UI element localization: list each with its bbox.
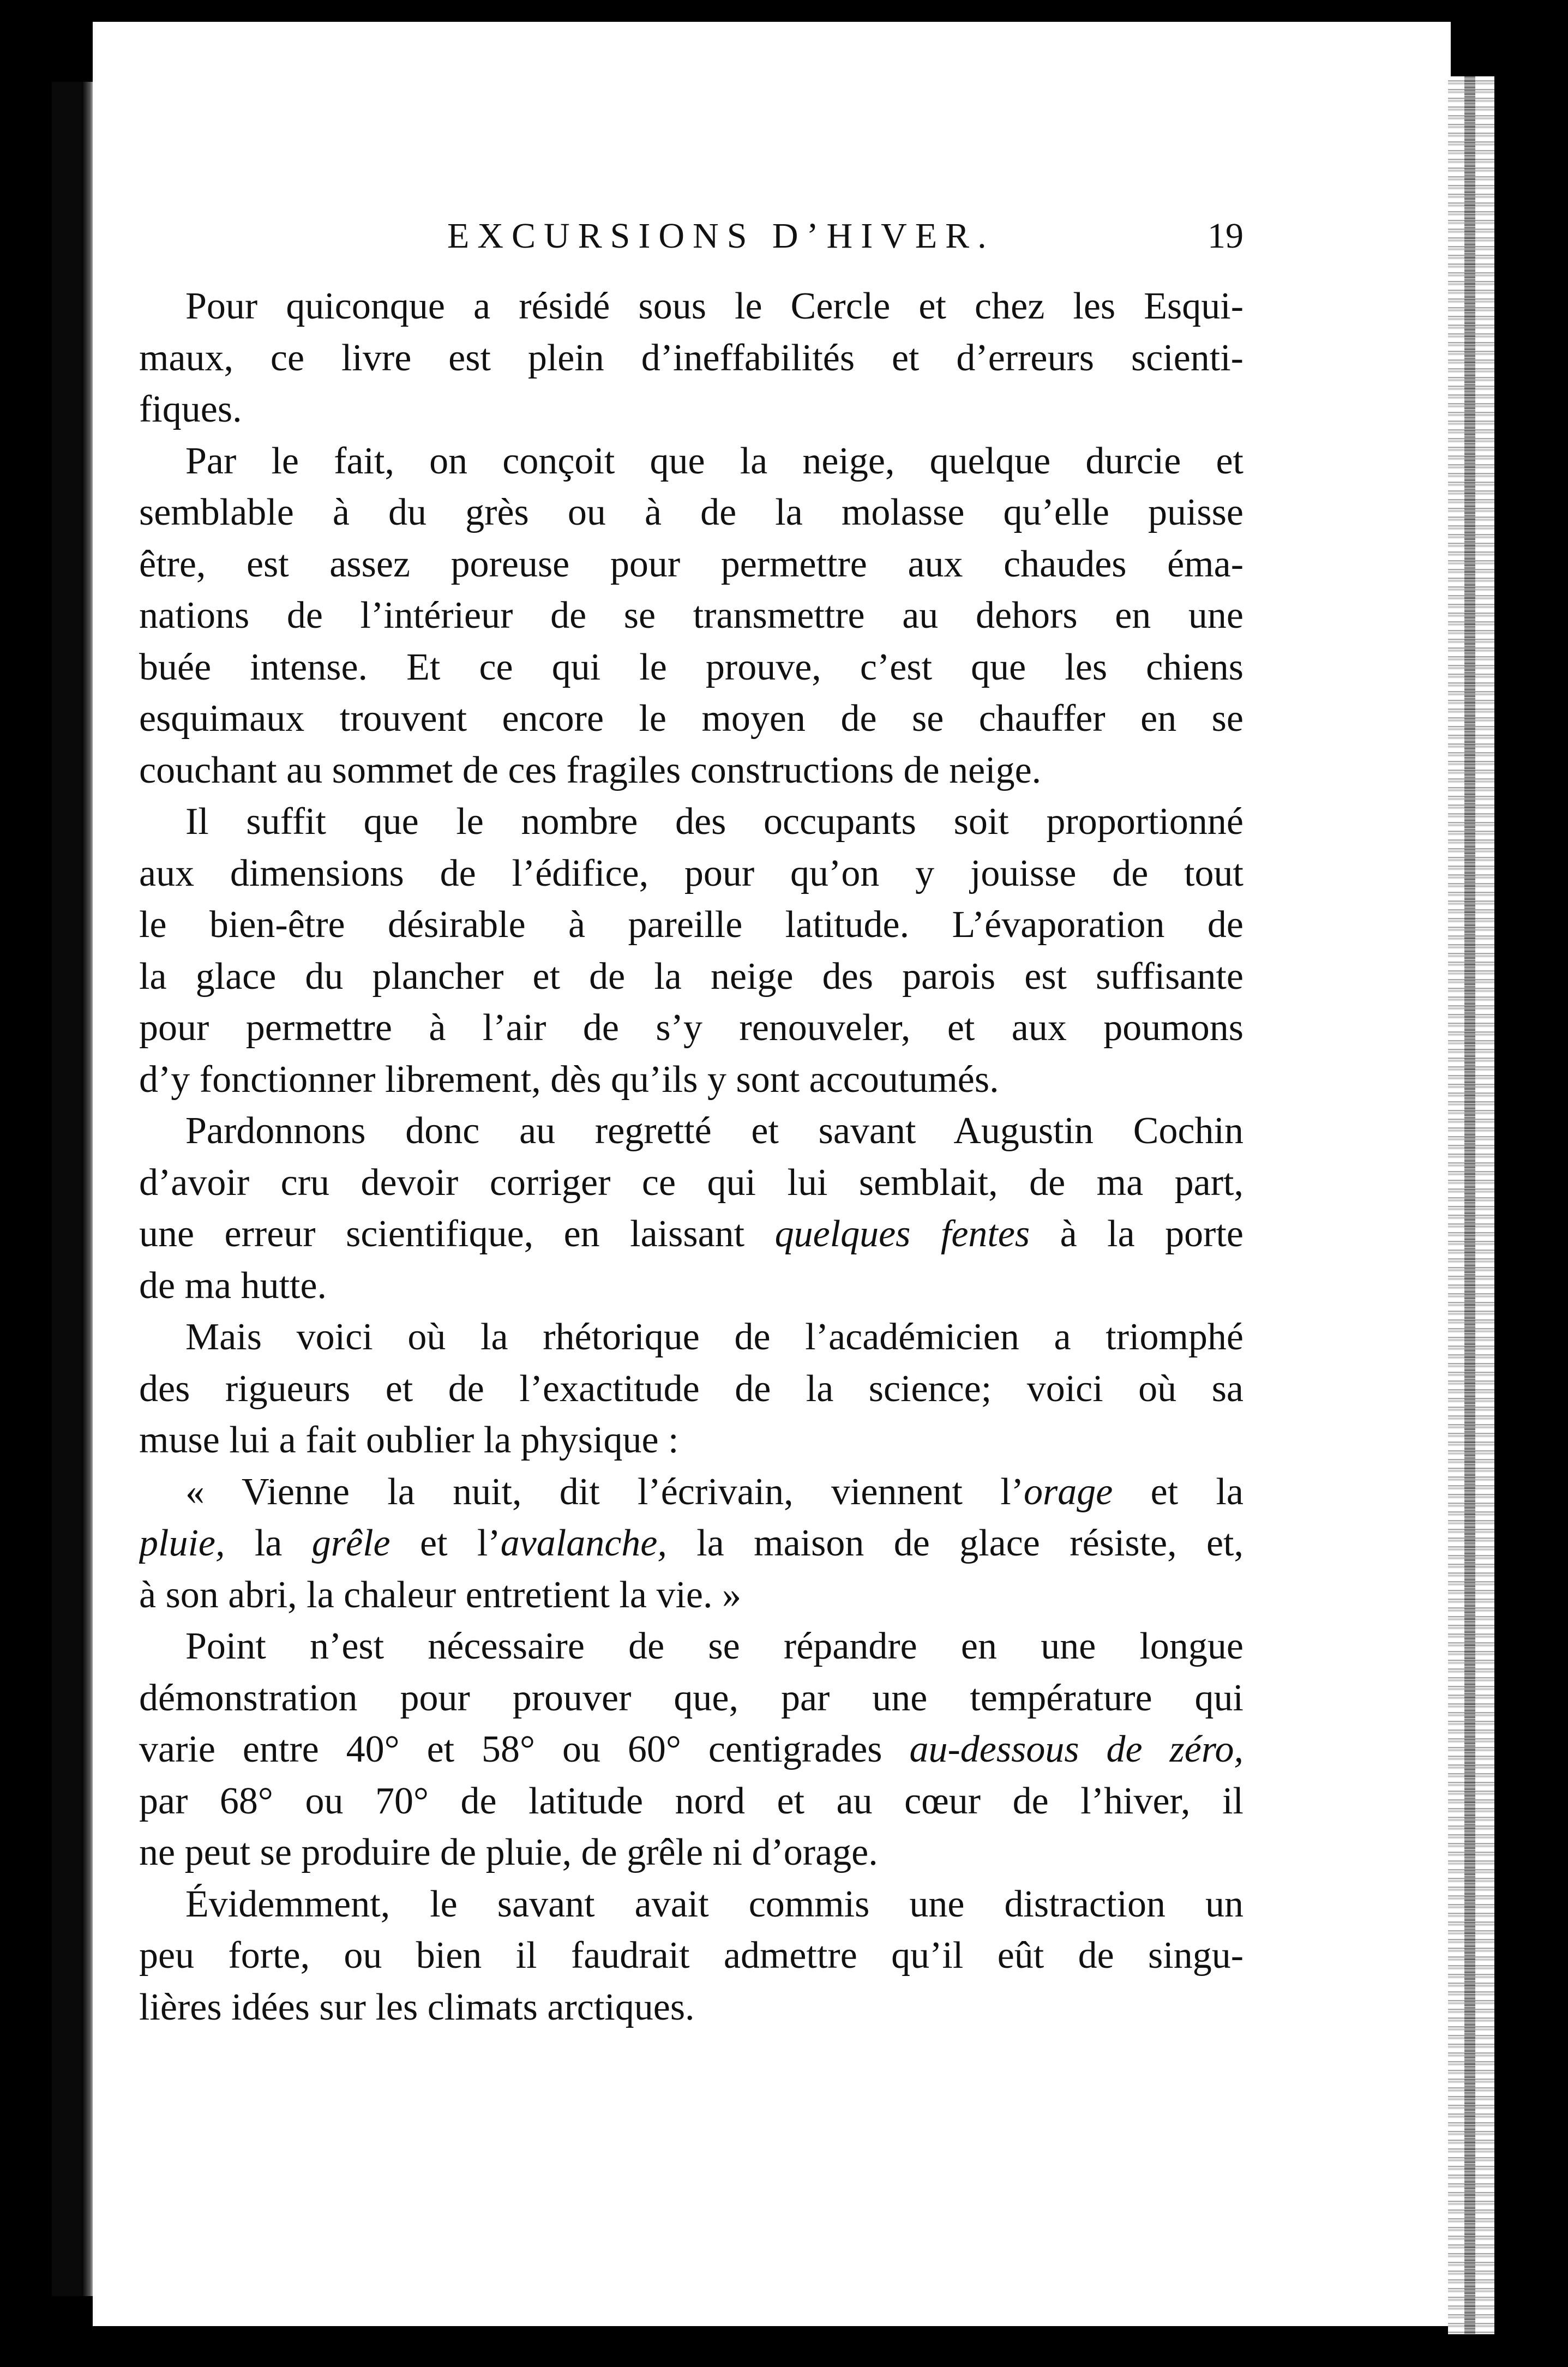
text-line [139,848,1243,900]
text-span: par 68° ou 70° de latitude nord et au cœur de l’hiver, il [139,1780,1243,1822]
text-line [139,951,1243,1003]
text-line [139,1827,1243,1879]
text-span: muse lui a fait oublier la physique : [139,1419,679,1461]
text-line [139,487,1243,539]
text-line [139,1002,1243,1054]
page-number: 19 [1207,216,1243,256]
text-line [139,1209,1243,1260]
text-span: des rigueurs et de l’exactitude de la science; voici où sa [139,1367,1243,1410]
text-span: Pardonnons donc au regretté et savant Augustin Cochin [185,1110,1243,1152]
text-line [139,1054,1243,1106]
text-span: démonstration pour prouver que, par une température qui [139,1677,1243,1719]
text-span: Point n’est nécessaire de se répandre en une longue [185,1625,1243,1667]
text-line [139,1106,1243,1157]
text-line [139,1415,1243,1467]
text-span: buée intense. Et ce qui le prouve, c’est que les chiens [139,646,1243,688]
text-line [139,899,1243,951]
text-span: nations de l’intérieur de se transmettre au dehors en une [139,594,1243,636]
text-span: semblable à du grès ou à de la molasse qu’elle puisse [139,491,1243,533]
text-span: « Vienne la nuit, dit l’écrivain, viennent l’ [185,1470,1024,1513]
text-line [139,1363,1243,1415]
text-span: à son abri, la chaleur entretient la vie. » [139,1573,741,1616]
text-span: d’y fonctionner librement, dès qu’ils y sont accoutumés. [139,1058,999,1101]
text-line [139,1879,1243,1931]
text-span: et l’ [390,1522,501,1564]
text-span: ne peut se produire de pluie, de grêle ni d’orage. [139,1831,878,1873]
text-span: d’avoir cru devoir corriger ce qui lui semblait, de ma part, [139,1161,1243,1204]
book-spine-edge [52,82,95,2296]
italic-text: au-dessous de zéro, [909,1728,1243,1770]
text-span: le bien-être désirable à pareille latitude. L’évaporation de [139,904,1243,946]
text-line [139,1570,1243,1621]
text-line [139,1724,1243,1776]
text-line [139,1518,1243,1570]
italic-text: quelques fentes [774,1213,1030,1255]
text-line [139,1776,1243,1828]
text-span: une erreur scientifique, en laissant [139,1213,775,1255]
text-span: Par le fait, on conçoit que la neige, quelque durcie et [185,440,1243,482]
text-line [139,1621,1243,1673]
body-text [139,281,1243,2033]
page-header [139,210,1243,262]
text-span: et la [1113,1470,1243,1513]
text-span: la maison de glace résiste, et, [666,1522,1243,1564]
text-line [139,693,1243,745]
text-line [139,796,1243,848]
italic-text: avalanche, [500,1522,667,1564]
italic-text: pluie, [139,1522,225,1564]
text-span: pour permettre à l’air de s’y renouveler, et aux poumons [139,1007,1243,1049]
text-line [139,590,1243,642]
page-fore-edge [1448,76,1494,2334]
text-line [139,1467,1243,1518]
text-span: de ma hutte. [139,1264,327,1307]
text-span: fiques. [139,388,242,430]
text-span: être, est assez poreuse pour permettre aux chaudes éma- [139,543,1243,585]
text-span: aux dimensions de l’édifice, pour qu’on y jouisse de tout [139,852,1243,894]
italic-text: grêle [311,1522,391,1564]
text-line [139,1260,1243,1312]
text-line [139,281,1243,333]
text-span: couchant au sommet de ces fragiles constructions de neige. [139,749,1042,791]
text-line [139,333,1243,385]
text-line [139,1673,1243,1725]
running-head: EXCURSIONS D’HIVER. [447,216,995,256]
text-span: Mais voici où la rhétorique de l’académicien a triomphé [185,1316,1243,1358]
text-span: varie entre 40° et 58° ou 60° centigrades [139,1728,910,1770]
text-span: peu forte, ou bien il faudrait admettre qu’il eût de singu- [139,1935,1243,1976]
text-span: la [225,1522,312,1564]
text-span: la glace du plancher et de la neige des parois est suffisante [139,955,1243,998]
text-line [139,436,1243,488]
text-span: Pour quiconque a résidé sous le Cercle et chez les Esqui- [185,285,1243,327]
text-span: Il suffit que le nombre des occupants soit proportionné [185,801,1243,843]
text-line [139,745,1243,797]
text-span: Évidemment, le savant avait commis une distraction un [185,1883,1243,1925]
text-line [139,539,1243,591]
text-span: esquimaux trouvent encore le moyen de se chauffer en se [139,698,1243,740]
text-line [139,1312,1243,1363]
text-span: lières idées sur les climats arctiques. [139,1986,695,2028]
text-line [139,1982,1243,2034]
italic-text: orage [1024,1470,1113,1513]
text-line [139,1930,1243,1982]
text-line [139,642,1243,694]
text-line [139,1157,1243,1209]
text-line [139,384,1243,436]
text-span: à la porte [1030,1213,1243,1255]
text-span: maux, ce livre est plein d’ineffabilités et d’erreurs scienti- [139,337,1243,379]
